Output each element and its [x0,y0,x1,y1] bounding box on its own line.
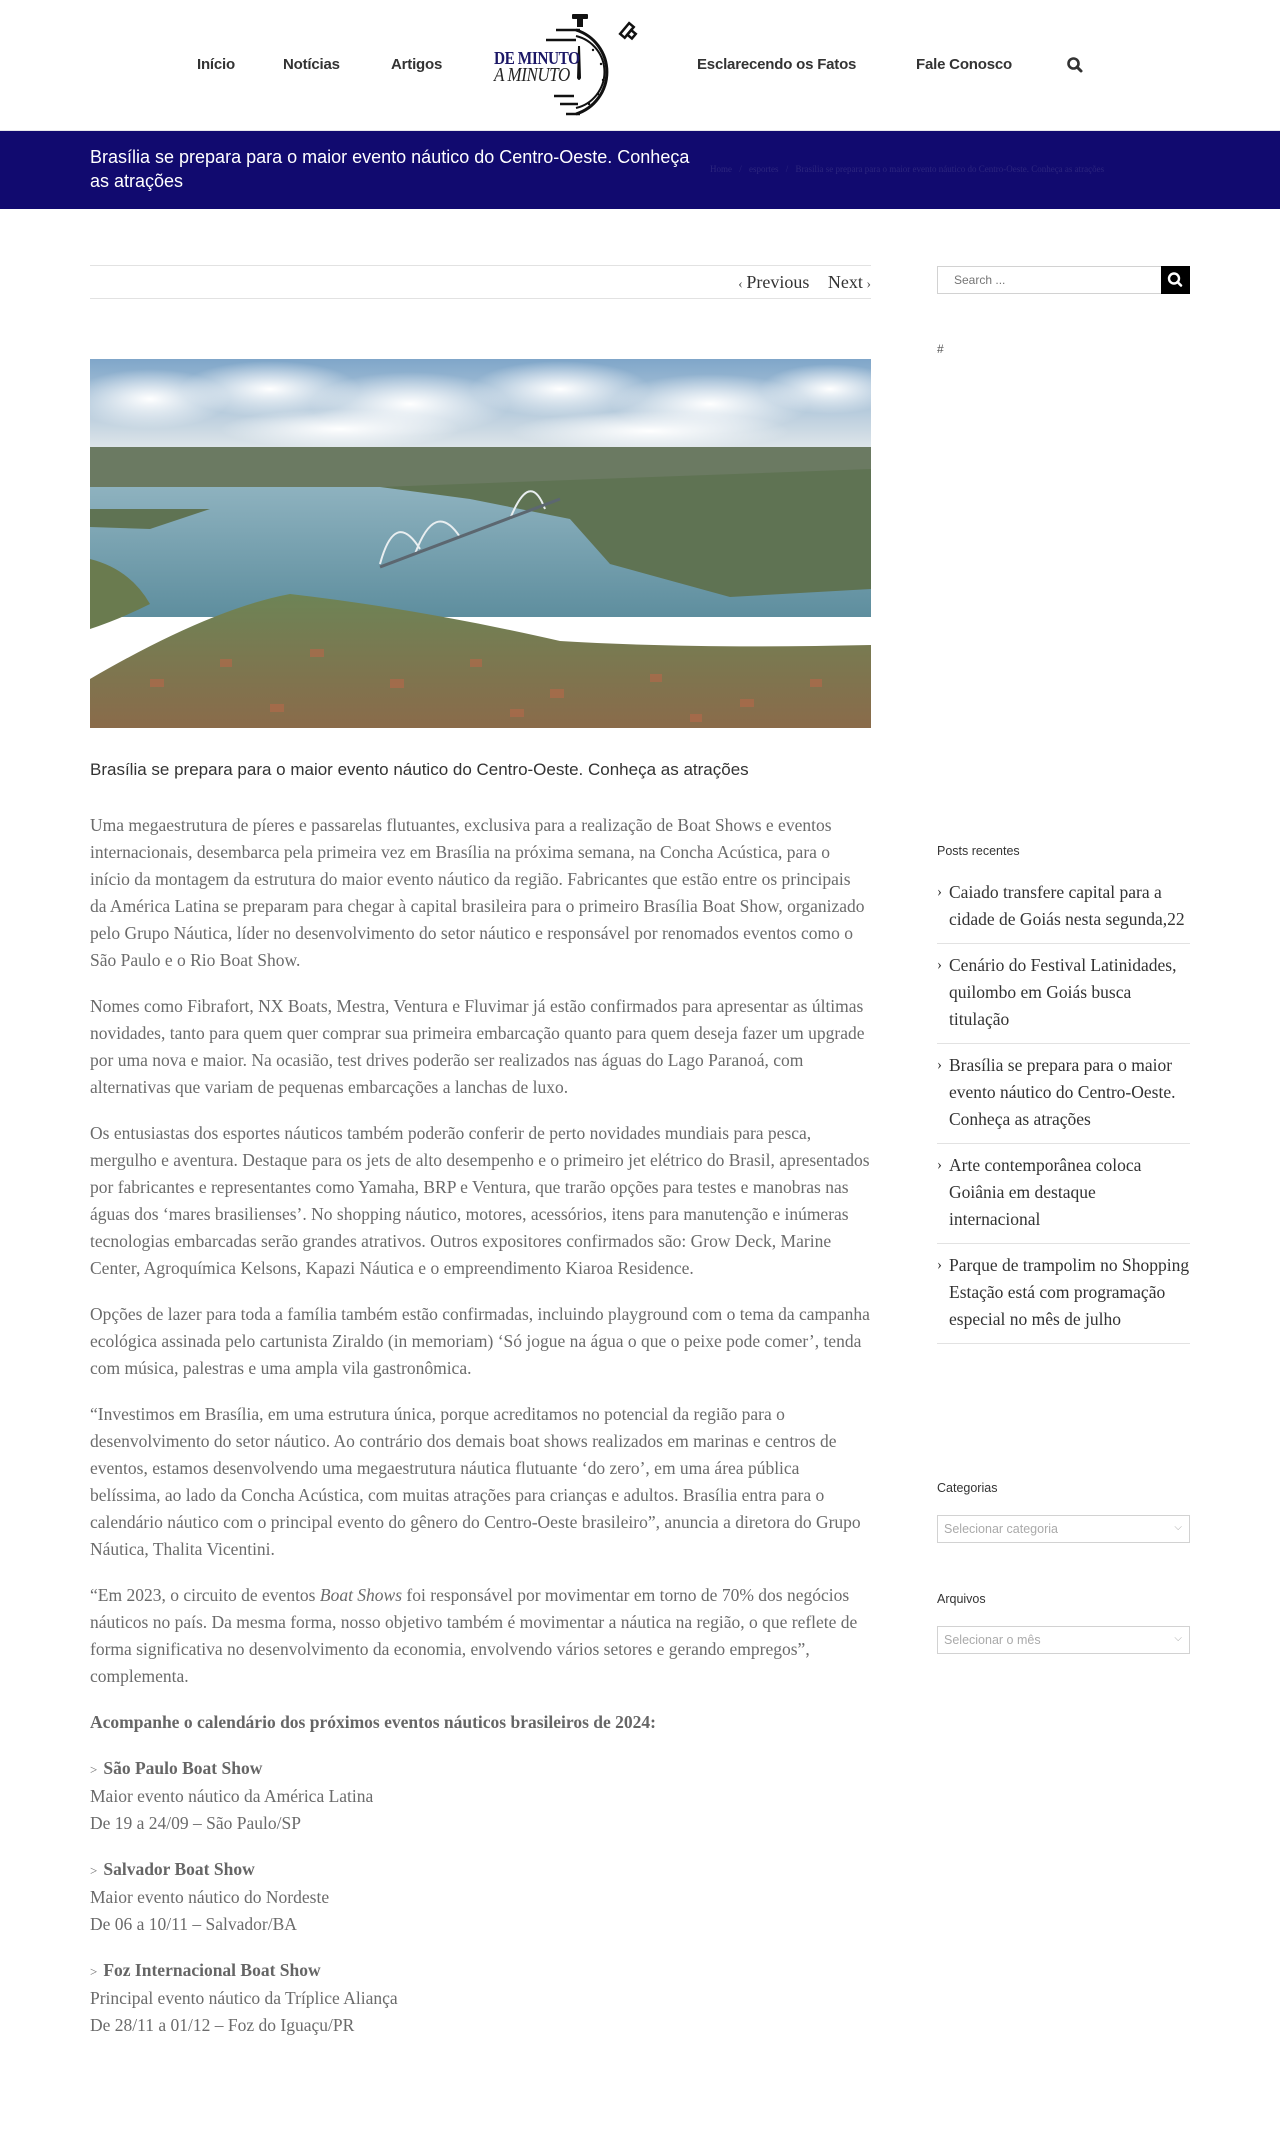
nav-esclarecendo-os-fatos[interactable]: Esclarecendo os Fatos [697,56,857,73]
chevron-right-icon: › [937,1257,942,1273]
arrow-icon: > [90,1964,98,1979]
archives-select-value: Selecionar o mês [944,1633,1041,1647]
article-paragraph: Os entusiastas dos esportes náuticos também poderão conferir de perto novidades mundiais para pesca, mergulho e aventura. Destaque para os jets de alto desempenho e o primeiro jet elétrico do Brasil, apresentados por fabricantes e representantes como Yamaha, BRP e Ventura, que trarão opções para testes e manobras nas águas dos ‘mares brasilienses’. No shopping náutico, motores, acessórios, itens para manutenção e inúmeras tecnologias embarcadas serão grandes atrativos. Outros expositores confirmados são: Grow Deck, Marine Center, Agroquímica Kelsons, Kapazi Náutica e o empreendimento Kiaroa Residence. [90,1123,870,1278]
chevron-right-icon: › [937,957,942,973]
nav-noticias[interactable]: Notícias [283,56,340,73]
article-body [90,812,871,2058]
featured-image [90,359,871,728]
next-label: Next [827,272,863,292]
next-post-link[interactable] [828,272,871,292]
logo-line-2: A MINUTO [494,64,570,86]
nav-fale-conosco[interactable]: Fale Conosco [916,56,1012,73]
categories-title: Categorias [937,1481,998,1495]
previous-post-link[interactable] [738,272,809,292]
recent-post-link[interactable]: Arte contemporânea coloca Goiânia em destaque internacional [949,1155,1142,1229]
recent-post-item [937,1144,1190,1244]
calendar-heading: Acompanhe o calendário dos próximos eventos náuticos brasileiros de 2024: [90,1712,656,1732]
recent-post-link[interactable]: Cenário do Festival Latinidades, quilombo em Goiás busca titulação [949,955,1177,1029]
categories-select[interactable] [937,1515,1190,1543]
chevron-right-icon: › [862,277,871,292]
article-paragraph: “Em 2023, o circuito de eventos Boat Shows foi responsável por movimentar em torno de 70% dos negócios náuticos no país. Da mesma forma, nosso objetivo também é movimentar a náutica na região, o que reflete de forma significativa no desenvolvimento da economia, envolvendo vários setores e gerando empregos”, complementa. [90,1585,858,1686]
article-paragraph: Uma megaestrutura de píeres e passarelas flutuantes, exclusiva para a realização de Boat Shows e eventos internacionais, desembarca pela primeira vez em Brasília na próxima semana, na Concha Acústica, para o início da montagem da estrutura do maior evento náutico da região. Fabricantes que estão entre os principais da América Latina se preparam para chegar à capital brasileira para o primeiro Brasília Boat Show, organizado pelo Grupo Náutica, líder no desenvolvimento do setor náutico e responsável por renomados eventos como o São Paulo e o Rio Boat Show. [90,815,865,970]
breadcrumb-separator: / [785,164,789,174]
event-date: De 19 a 24/09 – São Paulo/SP [90,1813,301,1833]
breadcrumb-home[interactable]: Home [710,164,732,174]
nav-artigos[interactable]: Artigos [391,56,443,73]
chevron-left-icon: ‹ [738,277,747,292]
categories-select-value: Selecionar categoria [944,1522,1058,1536]
logo-line-1: DE MINUTO [494,48,580,68]
article-paragraph: Nomes como Fibrafort, NX Boats, Mestra, Ventura e Fluvimar já estão confirmados para apresentar as últimas novidades, tanto para quem quer comprar sua primeira embarcação quanto para quem deseja fazer um upgrade por uma nova e maior. Na ocasião, test drives poderão ser realizados nas águas do Lago Paranoá, com alternativas que variam de pequenas embarcações a lanchas de luxo. [90,996,865,1097]
widget-hash: # [937,342,944,356]
chevron-down-icon: ⌵ [1174,1633,1182,1644]
event-description: Maior evento náutico do Nordeste [90,1887,330,1907]
arrow-icon: > [90,1762,98,1777]
recent-post-item [937,1044,1190,1144]
arrow-icon: > [90,1863,98,1878]
sidebar-search [937,266,1190,294]
event-item [90,1957,871,2039]
recent-posts-title: Posts recentes [937,844,1020,858]
event-title: Salvador Boat Show [103,1859,255,1879]
recent-post-link[interactable]: Parque de trampolim no Shopping Estação está com programação especial no mês de julho [949,1255,1190,1329]
chevron-right-icon: › [937,1057,942,1073]
recent-post-item [937,944,1190,1044]
breadcrumb-category[interactable]: esportes [749,164,779,174]
search-input[interactable] [938,267,1162,293]
chevron-down-icon: ⌵ [1174,1522,1182,1533]
nav-inicio[interactable]: Início [197,56,235,73]
article-paragraph: Opções de lazer para toda a família também estão confirmadas, incluindo playground com o tema da campanha ecológica assinada pelo cartunista Ziraldo (in memoriam) ‘Só jogue na água o que o peixe pode comer’, tenda com música, palestras e uma ampla vila gastronômica. [90,1304,870,1378]
breadcrumb-current: Brasília se prepara para o maior evento náutico do Centro-Oeste. Conheça as atrações [795,164,1105,174]
recent-post-link[interactable]: Brasília se prepara para o maior evento náutico do Centro-Oeste. Conheça as atrações [949,1055,1176,1129]
chevron-right-icon: › [937,884,942,900]
post-navigation [90,265,871,299]
archives-select[interactable] [937,1626,1190,1654]
search-icon [1161,266,1190,294]
previous-label: Previous [746,272,810,292]
recent-post-item [937,1244,1190,1344]
chevron-right-icon: › [937,1157,942,1173]
event-description: Maior evento náutico da América Latina [90,1786,374,1806]
page-title: Brasília se prepara para o maior evento náutico do Centro-Oeste. Conheça as atrações [90,147,690,191]
event-item [90,1755,871,1837]
recent-posts-list [937,871,1190,1344]
event-title: Foz Internacional Boat Show [103,1960,321,1980]
event-title: São Paulo Boat Show [103,1758,263,1778]
emphasis: Boat Shows [319,1585,403,1605]
article-paragraph: “Investimos em Brasília, em uma estrutura única, porque acreditamos no potencial da região para o desenvolvimento do setor náutico. Ao contrário dos demais boat shows realizados em marinas e centros de eventos, estamos desenvolvendo uma megaestrutura náutica flutuante ‘do zero’, em uma área pública belíssima, ao lado da Concha Acústica, com muitas atrações para crianças e adultos. Brasília entra para o calendário náutico com o principal evento do gênero do Centro-Oeste brasileiro”, anuncia a diretora do Grupo Náutica, Thalita Vicentini. [90,1404,861,1559]
event-item [90,1856,871,1938]
event-description: Principal evento náutico da Tríplice Aliança [90,1988,398,2008]
archives-title: Arquivos [937,1592,986,1606]
breadcrumb-separator: / [739,164,742,174]
image-caption: Brasília se prepara para o maior evento náutico do Centro-Oeste. Conheça as atrações [90,760,749,779]
event-date: De 06 a 10/11 – Salvador/BA [90,1914,297,1934]
event-date: De 28/11 a 01/12 – Foz do Iguaçu/PR [90,2015,355,2035]
recent-post-link[interactable]: Caiado transfere capital para a cidade de Goiás nesta segunda,22 [949,882,1185,929]
search-button[interactable] [1161,266,1190,294]
recent-post-item [937,871,1190,944]
